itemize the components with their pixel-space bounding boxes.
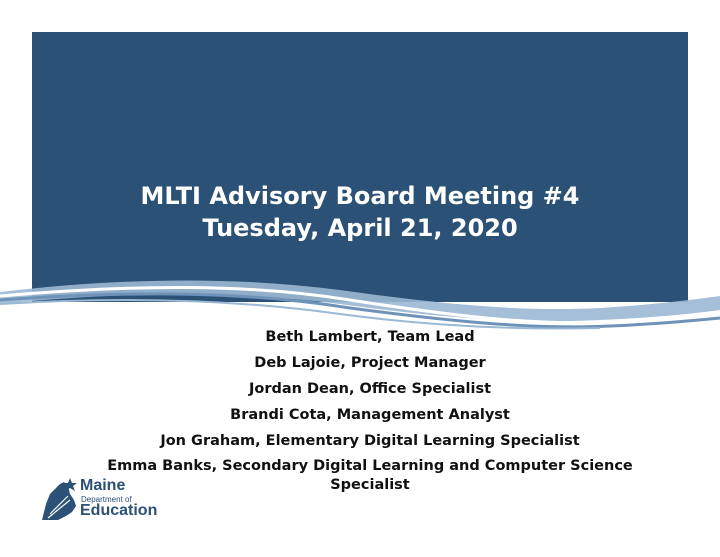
- team-member: Emma Banks, Secondary Digital Learning and Computer Science Specialist: [107, 458, 633, 493]
- team-member: Brandi Cota, Management Analyst: [230, 407, 510, 423]
- team-list: [100, 324, 640, 495]
- team-member: Beth Lambert, Team Lead: [265, 329, 475, 345]
- team-member: Jordan Dean, Office Specialist: [248, 381, 492, 397]
- title-line-2: Tuesday, April 21, 2020: [202, 214, 518, 242]
- logo-department: Department of: [81, 495, 132, 504]
- title-line-1: MLTI Advisory Board Meeting #4: [140, 182, 580, 210]
- slide-title: [32, 180, 688, 244]
- title-banner: [32, 32, 688, 302]
- team-member: Jon Graham, Elementary Digital Learning Specialist: [160, 433, 580, 449]
- logo-maine: Maine: [80, 477, 126, 494]
- logo-education: Education: [80, 502, 158, 519]
- team-member: Deb Lajoie, Project Manager: [254, 355, 486, 371]
